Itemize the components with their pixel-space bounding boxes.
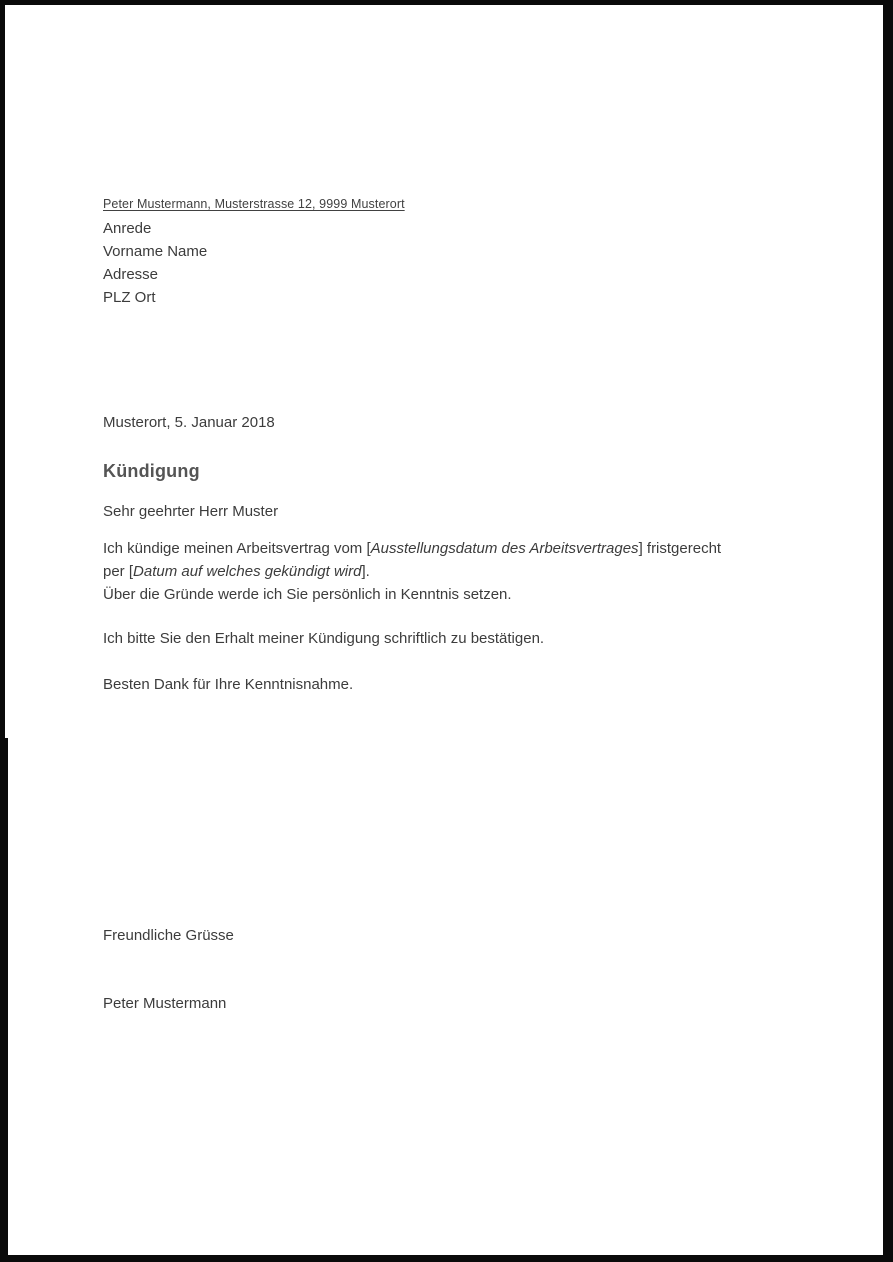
letter-page: [5, 5, 883, 1255]
letter-subject-heading: Kündigung: [103, 461, 200, 481]
salutation-line: Sehr geehrter Herr Muster: [103, 503, 279, 520]
scan-edge-artifact: [0, 738, 8, 1262]
termination-text-segment: per [: [103, 563, 134, 580]
reasons-sentence: Über die Gründe werde ich Sie persönlich in Kenntnis setzen.: [103, 586, 512, 603]
termination-text-segment: ] fristgerecht: [638, 540, 722, 557]
closing-line: Freundliche Grüsse: [103, 927, 234, 944]
contract-date-placeholder: Ausstellungsdatum des Arbeitsvertrages: [370, 540, 639, 557]
termination-text-segment: ].: [361, 563, 370, 580]
recipient-name-placeholder: Vorname Name: [103, 243, 208, 260]
recipient-salutation-placeholder: Anrede: [103, 220, 152, 237]
recipient-street-placeholder: Adresse: [103, 266, 159, 283]
recipient-city-placeholder: PLZ Ort: [103, 289, 156, 306]
termination-paragraph: [103, 537, 843, 606]
termination-text-segment: Ich kündige meinen Arbeitsvertrag vom [: [103, 540, 371, 557]
place-and-date-line: Musterort, 5. Januar 2018: [103, 414, 275, 431]
recipient-address-block: [103, 217, 843, 309]
thanks-paragraph: Besten Dank für Ihre Kenntnisnahme.: [103, 676, 354, 693]
termination-date-placeholder: Datum auf welches gekündigt wird: [133, 563, 362, 580]
signature-name: Peter Mustermann: [103, 995, 227, 1012]
sender-address-line: Peter Mustermann, Musterstrasse 12, 9999 Musterort: [103, 197, 405, 211]
confirmation-request-paragraph: Ich bitte Sie den Erhalt meiner Kündigung schriftlich zu bestätigen.: [103, 630, 545, 647]
